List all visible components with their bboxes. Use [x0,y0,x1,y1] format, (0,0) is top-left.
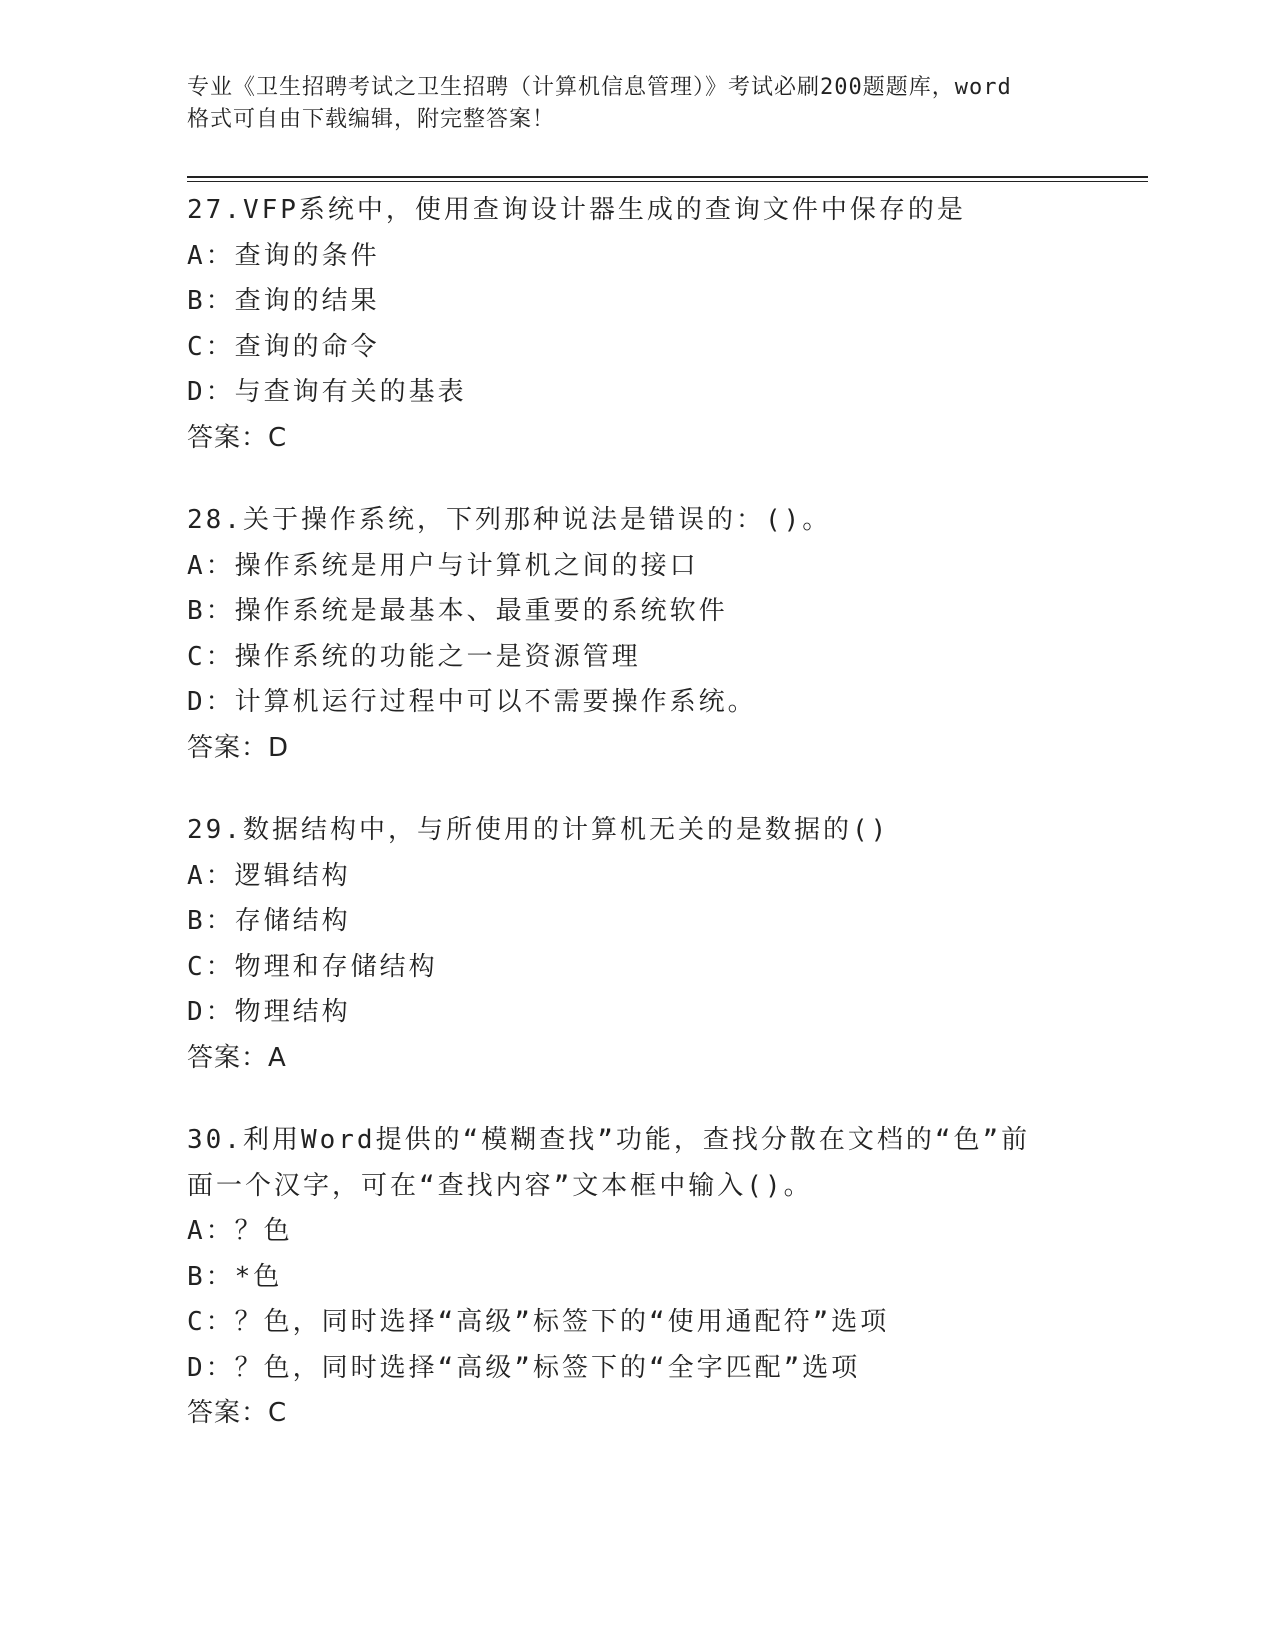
header-divider [187,176,1148,182]
option-d: D：计算机运行过程中可以不需要操作系统。 [187,687,757,717]
option-d: D：与查询有关的基表 [187,377,467,407]
option-c: C：查询的命令 [187,331,380,362]
question-text: 27.VFP系统中，使用查询设计器生成的查询文件中保存的是 [187,195,966,225]
option-a: A：？色 [187,1216,293,1246]
option-b: B：*色 [187,1261,283,1292]
question-text-line-1: 30.利用Word提供的“模糊查找”功能，查找分散在文档的“色”前 [187,1125,1031,1155]
option-c: C：？色，同时选择“高级”标签下的“使用通配符”选项 [187,1307,890,1337]
question-29 [187,808,1137,1081]
option-d: D：物理结构 [187,997,351,1027]
answer: 答案：C [187,422,288,453]
question-30 [187,1118,1137,1437]
question-list [187,188,1137,1474]
option-a: A：逻辑结构 [187,860,351,891]
question-28 [187,498,1137,771]
document-header [187,72,1087,136]
option-a: A：查询的条件 [187,240,380,271]
question-text-line-2: 面一个汉字，可在“查找内容”文本框中输入()。 [187,1170,813,1201]
header-line-1: 专业《卫生招聘考试之卫生招聘（计算机信息管理）》考试必刷200题题库，word [187,75,1012,100]
option-b: B：存储结构 [187,906,351,936]
question-text: 29.数据结构中，与所使用的计算机无关的是数据的() [187,815,890,845]
option-a: A：操作系统是用户与计算机之间的接口 [187,550,699,581]
question-text: 28.关于操作系统，下列那种说法是错误的：()。 [187,505,832,535]
option-b: B：操作系统是最基本、最重要的系统软件 [187,596,728,626]
question-27 [187,188,1137,461]
answer: 答案：A [187,1042,287,1073]
answer: 答案：C [187,1398,288,1428]
answer: 答案：D [187,732,290,763]
option-b: B：查询的结果 [187,286,380,316]
header-line-2: 格式可自由下载编辑，附完整答案！ [187,107,556,132]
option-d: D：？色，同时选择“高级”标签下的“全字匹配”选项 [187,1352,861,1383]
option-c: C：操作系统的功能之一是资源管理 [187,641,641,672]
option-c: C：物理和存储结构 [187,951,438,982]
